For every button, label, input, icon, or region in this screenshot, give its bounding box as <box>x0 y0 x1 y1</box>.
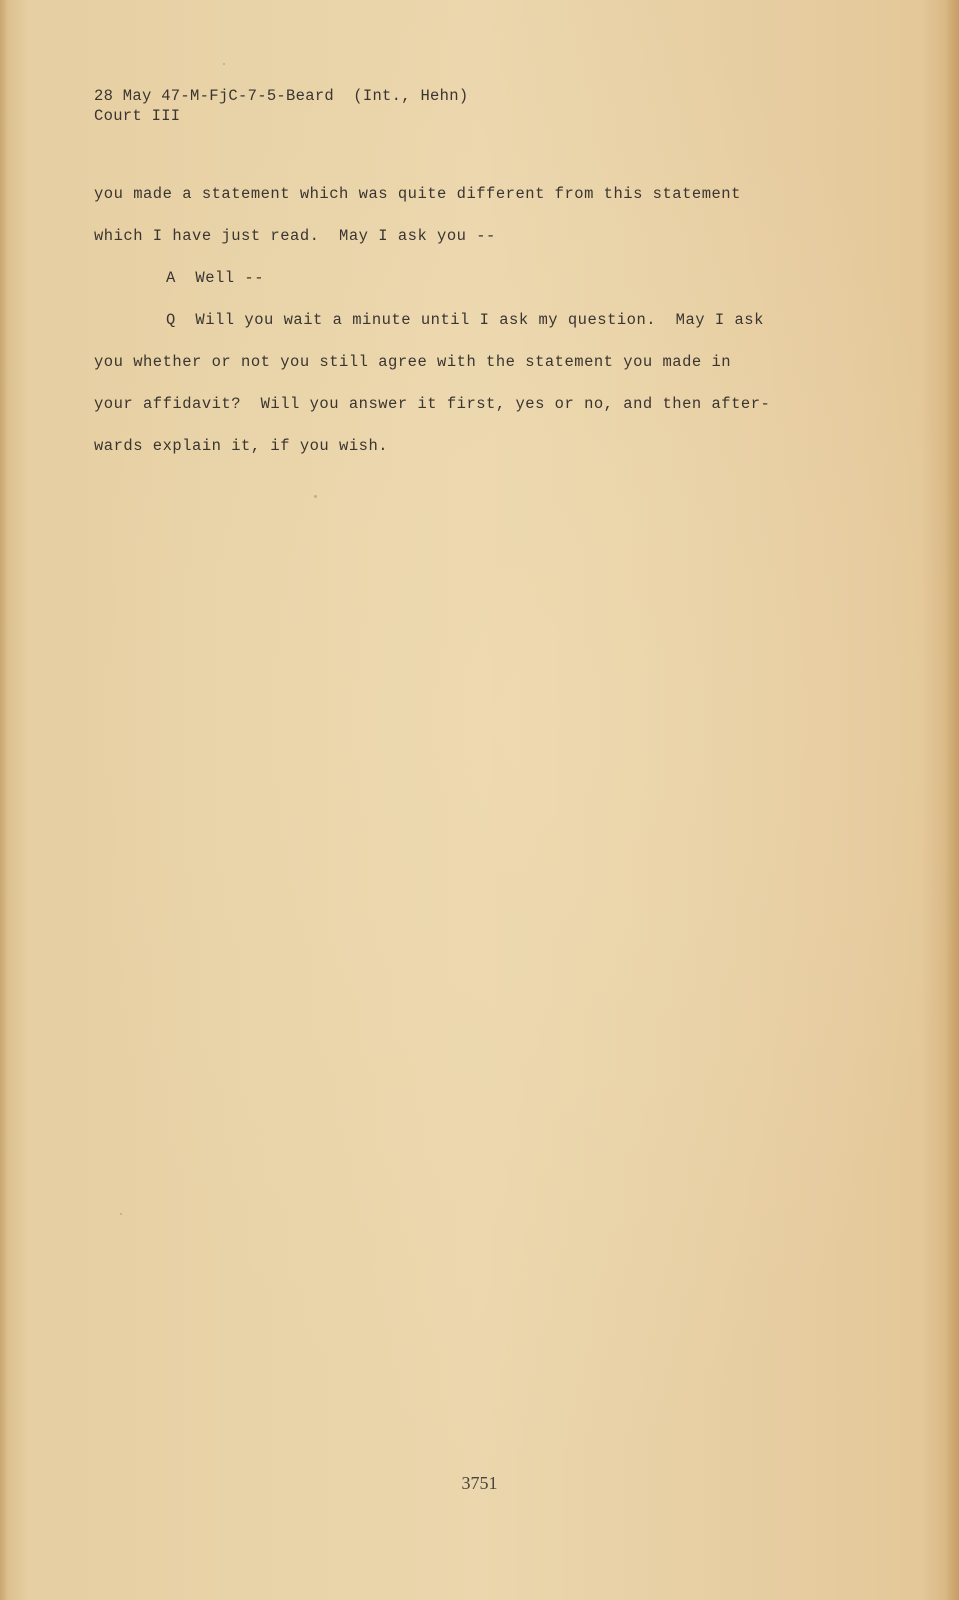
document-header <box>94 86 468 126</box>
page-edge-left <box>0 0 8 1600</box>
transcript-line: which I have just read. May I ask you -- <box>94 227 496 245</box>
question-line: Q Will you wait a minute until I ask my question. May I ask <box>166 311 764 329</box>
transcript-line: your affidavit? Will you answer it first, yes or no, and then after- <box>94 395 771 413</box>
transcript-body <box>94 183 814 477</box>
page-edge-right <box>945 0 959 1600</box>
paper-speck <box>314 495 317 498</box>
header-court-line: Court III <box>94 107 181 125</box>
header-case-line: 28 May 47-M-FjC-7-5-Beard (Int., Hehn) <box>94 87 469 105</box>
answer-line: A Well -- <box>166 269 265 287</box>
paper-speck <box>223 63 225 65</box>
page-number: 3751 <box>461 1473 498 1493</box>
transcript-line: you made a statement which was quite different from this statement <box>94 185 741 203</box>
transcript-line: wards explain it, if you wish. <box>94 437 389 455</box>
paper-speck <box>120 1213 122 1215</box>
transcript-line: you whether or not you still agree with the statement you made in <box>94 353 732 371</box>
